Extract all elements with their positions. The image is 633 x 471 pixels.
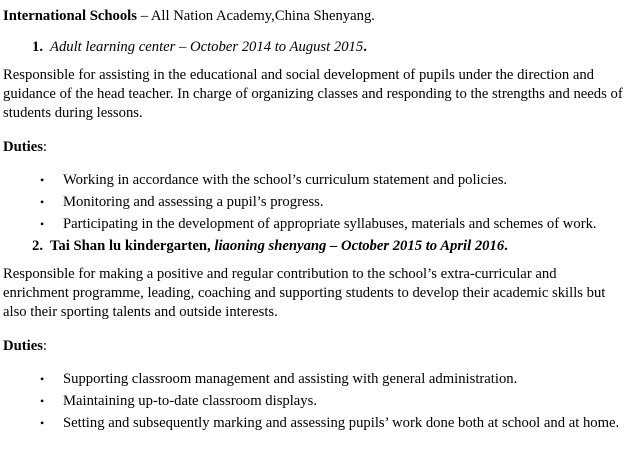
job-1-title-italic: Adult learning center – October 2014 to August 2015 <box>50 39 364 55</box>
job-2-description: Responsible for making a positive and regular contribution to the school’s extra-curricular and enrichment programme, leading, coaching and supporting students to develop their academic skills but also their sporting talents and outside interests. <box>3 266 606 320</box>
document-title <box>3 7 624 26</box>
title-location-text: – All Nation Academy,China Shenyang. <box>136 8 375 24</box>
duty-text: Supporting classroom management and assisting with general administration. <box>63 371 518 387</box>
duty-text: Maintaining up-to-date classroom displays. <box>63 393 317 409</box>
job-2-duties-list <box>3 368 624 434</box>
job-1-duties-list <box>3 169 624 235</box>
job-1-heading-period: . <box>363 39 367 55</box>
job-1-duties-label <box>3 138 624 157</box>
job-1-duties-word: Duties <box>3 139 43 155</box>
list-item <box>3 169 624 191</box>
job-1-number: 1. <box>32 39 43 55</box>
duty-text: Working in accordance with the school’s curriculum statement and policies. <box>63 172 508 188</box>
bullet-icon: • <box>40 195 45 209</box>
job-2-heading-period: . <box>504 238 508 254</box>
job-2-duties-word: Duties <box>3 338 43 354</box>
job-2-title-bold: Tai Shan lu kindergarten, <box>50 238 215 254</box>
bullet-icon: • <box>40 372 45 386</box>
bullet-icon: • <box>40 394 45 408</box>
list-item <box>3 390 624 412</box>
job-1-duties-colon: : <box>42 139 47 155</box>
job-1-description: Responsible for assisting in the educational and social development of pupils under the direction and guidance of the head teacher. In charge of organizing classes and responding to the strengths and needs of students during lessons. <box>3 67 623 121</box>
bullet-icon: • <box>40 173 45 187</box>
bullet-icon: • <box>40 416 45 430</box>
list-item <box>3 191 624 213</box>
list-item <box>3 368 624 390</box>
job-2-title-bold-italic: liaoning shenyang – October 2015 to April 2016 <box>214 238 505 254</box>
document-page <box>3 7 624 434</box>
duty-text: Setting and subsequently marking and assessing pupils’ work done both at school and at home. <box>63 415 620 431</box>
duty-text: Participating in the development of appropriate syllabuses, materials and schemes of work. <box>63 216 597 232</box>
job-2-duties-label <box>3 337 624 356</box>
job-1-heading <box>3 38 624 57</box>
job-2-number: 2. <box>32 238 43 254</box>
list-item <box>3 412 624 434</box>
job-2-duties-colon: : <box>42 338 47 354</box>
duty-text: Monitoring and assessing a pupil’s progress. <box>63 194 324 210</box>
list-item <box>3 213 624 235</box>
job-2-heading <box>3 237 624 256</box>
title-employer-bold: International Schools <box>3 8 137 24</box>
bullet-icon: • <box>40 217 45 231</box>
